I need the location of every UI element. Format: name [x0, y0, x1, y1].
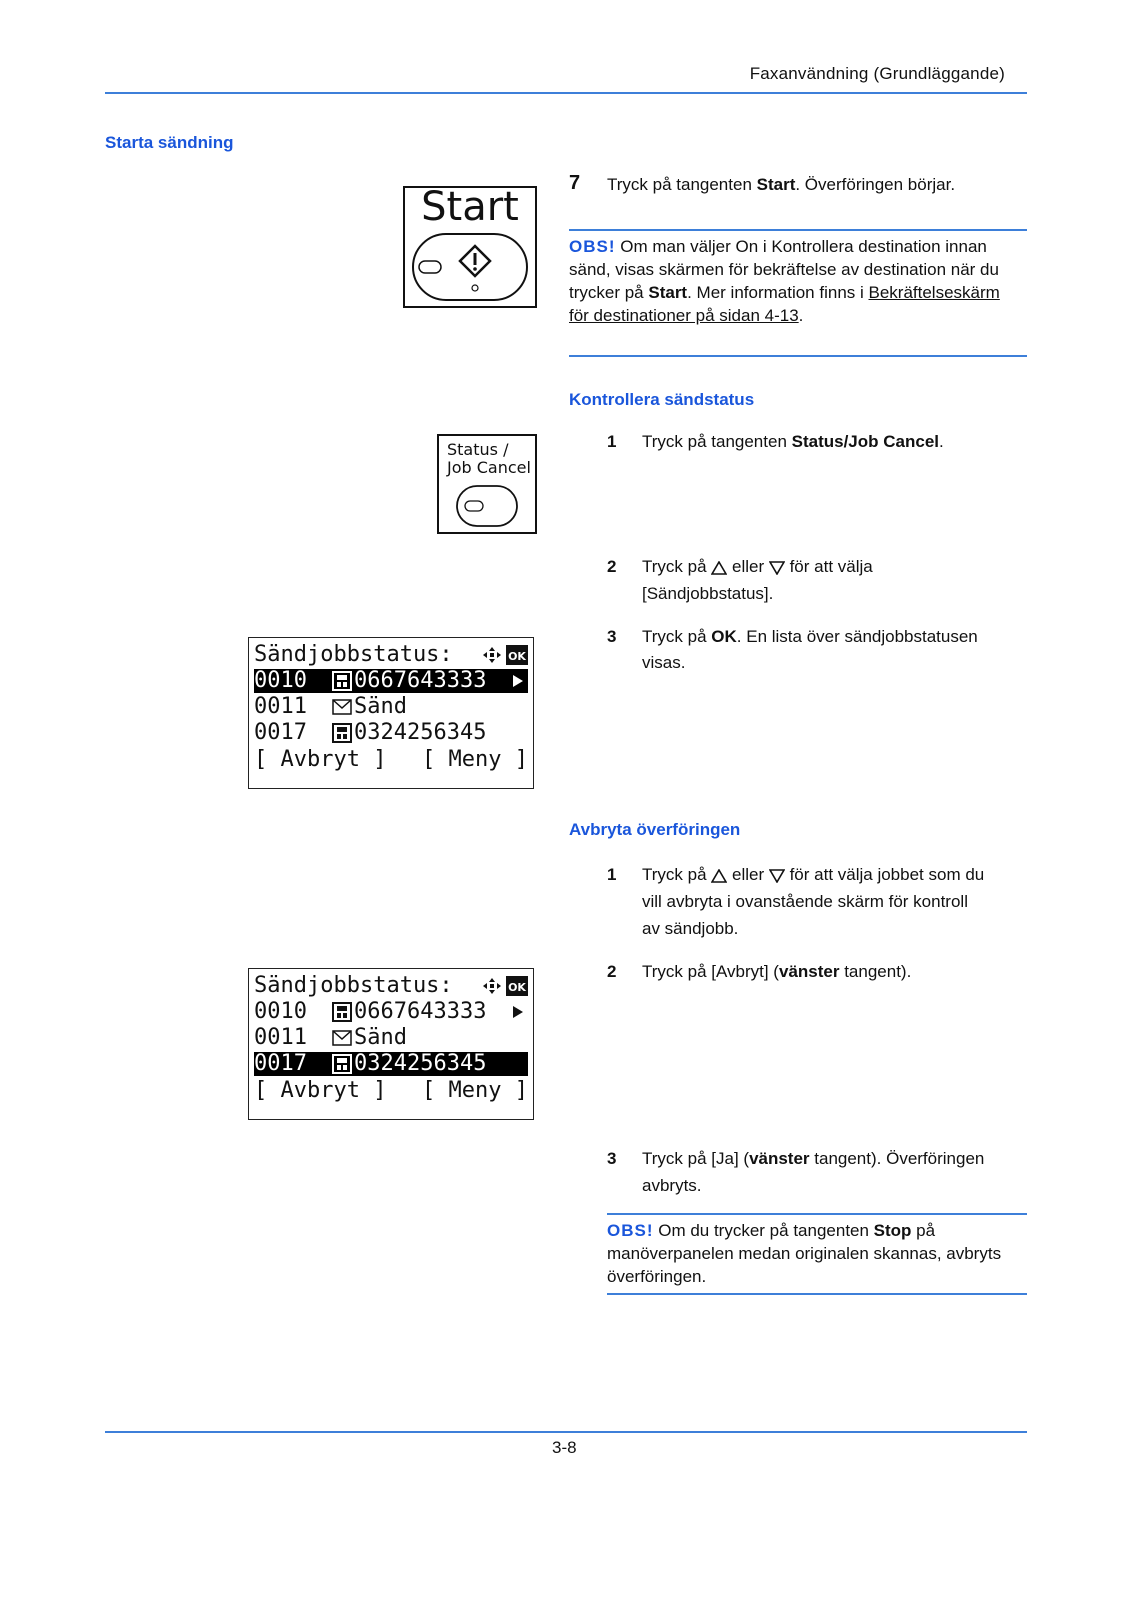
- lcd-list-row[interactable]: [254, 721, 528, 745]
- up-triangle-icon: [711, 869, 727, 883]
- softkey-right-menu[interactable]: [ Meny ]: [422, 1078, 528, 1103]
- start-key-illustration: [403, 186, 537, 308]
- detail-arrow-icon: [512, 674, 524, 688]
- lcd-title: Sändjobbstatus:: [254, 973, 453, 998]
- lcd-softkey-row: [254, 1079, 528, 1103]
- down-triangle-icon: [769, 561, 785, 575]
- step-text: Tryck på [Avbryt] (vänster tangent).: [642, 962, 912, 981]
- lcd-list-row[interactable]: [254, 1026, 528, 1050]
- step-text-line2: vill avbryta i ovanstående skärm för kontroll: [642, 892, 968, 911]
- step-number: 3: [607, 1149, 617, 1168]
- lcd-list-row[interactable]: [254, 1000, 528, 1024]
- step-text-line2: visas.: [642, 653, 686, 672]
- step-text-line2: [Sändjobbstatus].: [642, 584, 774, 603]
- section-title-start: Starta sändning: [105, 133, 234, 152]
- step-number: 1: [607, 865, 617, 884]
- section-title-cancel: Avbryta överföringen: [569, 820, 741, 839]
- job-destination: 0667643333: [354, 668, 487, 693]
- email-icon: [332, 699, 352, 715]
- job-destination: Sänd: [354, 694, 407, 719]
- lcd-title-row: [254, 974, 528, 998]
- lcd-list-row[interactable]: [254, 695, 528, 719]
- running-header: Faxanvändning (Grundläggande): [749, 64, 1005, 83]
- job-number: 0010: [254, 999, 307, 1024]
- job-destination: Sänd: [354, 1025, 407, 1050]
- job-number: 0017: [254, 1051, 307, 1076]
- note-rule-bottom: [607, 1293, 1027, 1295]
- step-text: Tryck på [Ja] (vänster tangent). Överföringen: [642, 1149, 985, 1168]
- job-number: 0017: [254, 720, 307, 745]
- step-number: 7: [569, 172, 581, 194]
- note-obs-cancel: OBS! Om du trycker på tangenten Stop på manöverpanelen medan originalen skannas, avbryts överföringen.: [607, 1221, 1002, 1286]
- step-number: 1: [607, 432, 617, 451]
- fax-icon: [332, 671, 352, 691]
- step-text-line3: av sändjobb.: [642, 919, 739, 938]
- job-destination: 0324256345: [354, 1051, 487, 1076]
- status-key-label-1: Status /: [447, 440, 509, 459]
- lcd-title-row: [254, 643, 528, 667]
- page-number: 3-8: [552, 1438, 577, 1457]
- status-job-cancel-key-illustration: [437, 434, 537, 534]
- lcd-title: Sändjobbstatus:: [254, 642, 453, 667]
- job-destination: 0324256345: [354, 720, 487, 745]
- note-rule-top: [607, 1213, 1027, 1215]
- step-number: 3: [607, 627, 617, 646]
- fax-icon: [332, 1054, 352, 1074]
- lcd-screen-cancel-job: [248, 968, 534, 1120]
- detail-arrow-icon: [512, 1005, 524, 1019]
- lcd-list-row-selected[interactable]: [254, 1052, 528, 1076]
- note-rule-bottom: [569, 355, 1027, 357]
- lcd-screen-send-status: [248, 637, 534, 789]
- softkey-left-cancel[interactable]: [ Avbryt ]: [254, 747, 387, 772]
- up-triangle-icon: [711, 561, 727, 575]
- scroll-arrows-icon: [482, 977, 502, 995]
- job-number: 0010: [254, 668, 307, 693]
- start-key-label: Start: [421, 184, 519, 230]
- fax-icon: [332, 723, 352, 743]
- job-number: 0011: [254, 1025, 307, 1050]
- ok-key-icon: [506, 976, 528, 996]
- job-destination: 0667643333: [354, 999, 487, 1024]
- status-key-label-2: Job Cancel: [447, 458, 531, 477]
- lcd-list-row-selected[interactable]: [254, 669, 528, 693]
- footer-rule: [105, 1431, 1027, 1433]
- down-triangle-icon: [769, 869, 785, 883]
- header-rule: [105, 92, 1027, 94]
- section-title-status: Kontrollera sändstatus: [569, 390, 755, 409]
- step-number: 2: [607, 557, 617, 576]
- job-number: 0011: [254, 694, 307, 719]
- status-button-icon: [455, 484, 519, 528]
- cross-reference-link[interactable]: Bekräftelseskärm för destinationer på sidan 4-13: [569, 283, 1000, 325]
- softkey-left-cancel[interactable]: [ Avbryt ]: [254, 1078, 387, 1103]
- note-obs-start: OBS! Om man väljer On i Kontrollera destination innan sänd, visas skärmen för bekräftelse av destination när du trycker på Start. Mer information finns i Bekräftelseskärm för destinationer på sidan 4-13.: [569, 237, 1000, 325]
- step-number: 2: [607, 962, 617, 981]
- step-text: Tryck på eller för att välja: [642, 557, 873, 576]
- softkey-right-menu[interactable]: [ Meny ]: [422, 747, 528, 772]
- fax-icon: [332, 1002, 352, 1022]
- svg-text:OK: OK: [508, 650, 526, 663]
- step-text: Tryck på tangenten Status/Job Cancel.: [642, 432, 944, 451]
- note-rule-top: [569, 229, 1027, 231]
- lcd-softkey-row: [254, 748, 528, 772]
- step-text: Tryck på tangenten Start. Överföringen börjar.: [607, 175, 956, 194]
- email-icon: [332, 1030, 352, 1046]
- step-text: Tryck på OK. En lista över sändjobbstatusen: [642, 627, 978, 646]
- step-text-line2: avbryts.: [642, 1176, 702, 1195]
- svg-text:OK: OK: [508, 981, 526, 994]
- scroll-arrows-icon: [482, 646, 502, 664]
- start-button-icon: [411, 232, 529, 302]
- step-text: Tryck på eller för att välja jobbet som du: [642, 865, 985, 884]
- ok-key-icon: [506, 645, 528, 665]
